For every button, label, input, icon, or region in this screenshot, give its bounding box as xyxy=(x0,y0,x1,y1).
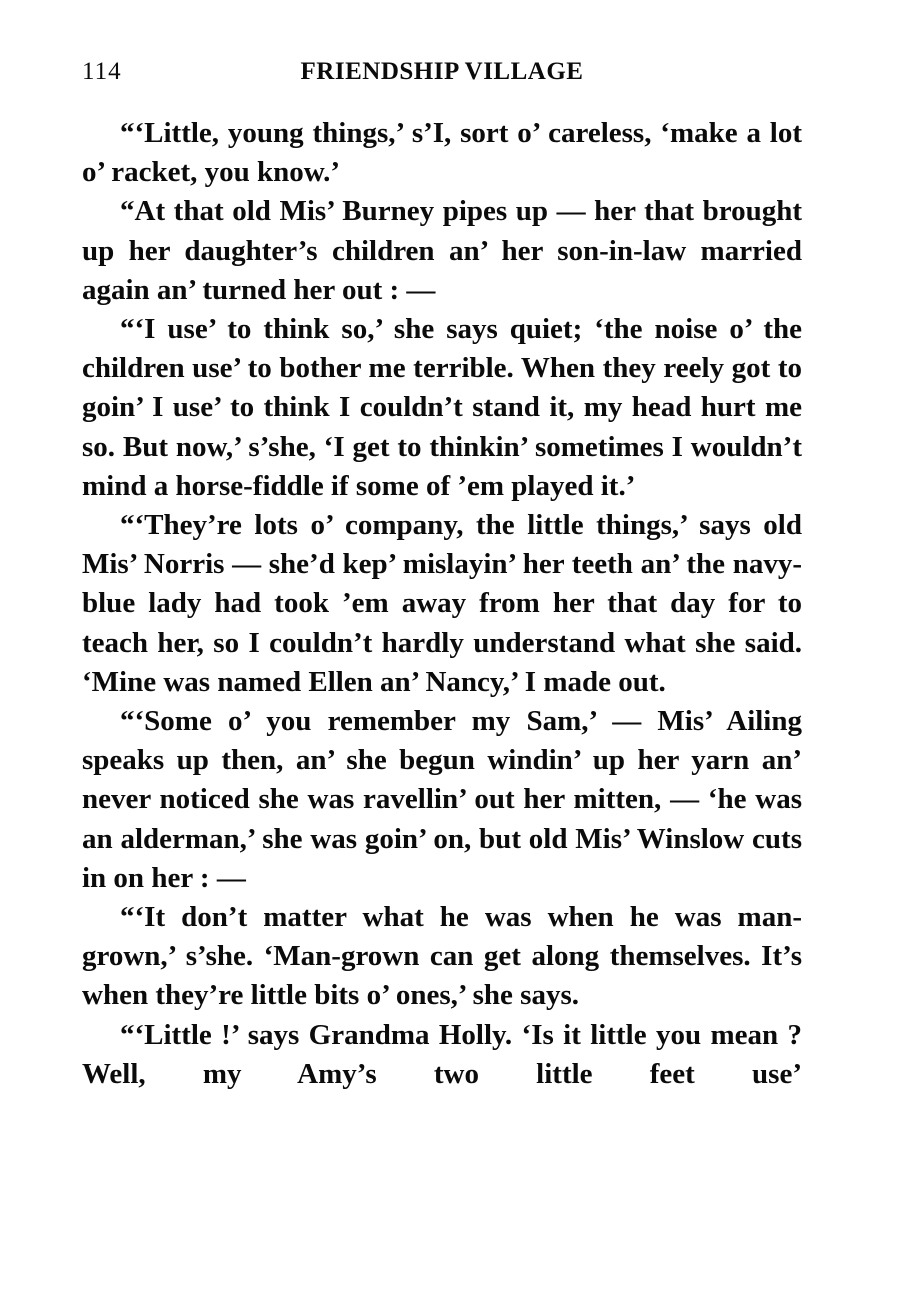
paragraph: “At that old Mis’ Burney pipes up — her that brought up her daughter’s children an’ her son-in-law married again an’ turned her out : — xyxy=(82,195,802,306)
page-number: 114 xyxy=(82,58,122,85)
book-page xyxy=(82,56,802,1094)
running-title: FRIENDSHIP VILLAGE xyxy=(300,58,584,85)
paragraph: “‘I use’ to think so,’ she says quiet; ‘the noise o’ the children use’ to bother me terrible. When they reely got to goin’ I use’ to think I couldn’t stand it, my head hurt me so. But now,’ s’she, ‘I get to thinkin’ sometimes I wouldn’t mind a horse-fiddle if some of ’em played it.’ xyxy=(82,313,802,502)
paragraph: “‘Little, young things,’ s’I, sort o’ careless, ‘make a lot o’ racket, you know.’ xyxy=(82,117,802,189)
paragraph: “‘It don’t matter what he was when he was man-grown,’ s’she. ‘Man-grown can get along themselves. It’s when they’re little bits o’ ones,’ she says. xyxy=(82,901,802,1012)
paragraph: “‘They’re lots o’ company, the little things,’ says old Mis’ Norris — she’d kep’ mislayin’ her teeth an’ the navy-blue lady had took ’em away from her that day for to teach her, so I couldn’t hardly understand what she said. ‘Mine was named Ellen an’ Nancy,’ I made out. xyxy=(82,509,802,698)
paragraph: “‘Little !’ says Grandma Holly. ‘Is it little you mean ? Well, my Amy’s two little feet use’ xyxy=(82,1018,802,1090)
running-head xyxy=(82,56,802,96)
paragraph: “‘Some o’ you remember my Sam,’ — Mis’ Ailing speaks up then, an’ she begun windin’ up her yarn an’ never noticed she was ravellin’ out her mitten, — ‘he was an alderman,’ she was goin’ on, but old Mis’ Winslow cuts in on her : — xyxy=(82,705,802,894)
body-text xyxy=(82,114,802,1094)
